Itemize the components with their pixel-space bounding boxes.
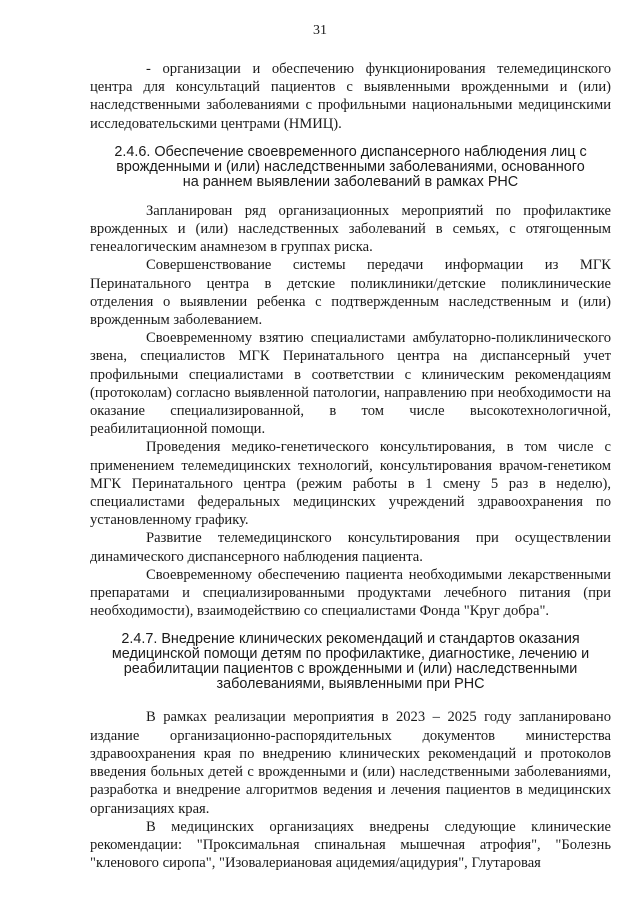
page-number: 31 — [313, 23, 327, 38]
paragraph: В медицинских организациях внедрены следующие клинические рекомендации: "Проксимальная спинальная мышечная атрофия", "Болезнь "кленового сиропа", "Изовалериановая ацидемия/ацидурия", Глутаровая — [90, 818, 611, 872]
paragraph: Запланирован ряд организационных мероприятий по профилактике врожденных и (или) наследственных заболеваний в семьях, с отягощенным генеалогическим анамнезом в группах риска. — [90, 202, 611, 256]
paragraph: Развитие телемедицинского консультирования при осуществлении динамического диспансерного наблюдения пациента. — [90, 530, 611, 565]
section-heading-2-4-6: 2.4.6. Обеспечение своевременного диспансерного наблюдения лиц с врожденными и (или) наследственными заболеваниями, основанного на раннем выявлении заболеваний в рамках РНС — [114, 143, 587, 190]
paragraph: В рамках реализации мероприятия в 2023 – 2025 году запланировано издание организационно-распорядительных документов министерства здравоохранения края по внедрению клинических рекомендаций и протоколов введения больных детей с врожденными и (или) наследственными заболеваниями, разработка и внедрение алгоритмов ведения и лечения пациентов в медицинских организациях края. — [90, 709, 611, 817]
document-body — [90, 60, 611, 872]
paragraph: Своевременному взятию специалистами амбулаторно-поликлинического звена, специалистов МГК Перинатального центра на диспансерный учет профильными специалистами в соответствии с клиническим рекомендациям (протоколам) согласно выявленной патологии, направлению при необходимости на оказание специализированной, в том числе высокотехнологичной, реабилитационной помощи. — [90, 330, 611, 438]
section-heading-2-4-7: 2.4.7. Внедрение клинических рекомендаций и стандартов оказания медицинской помощи детям по профилактике, диагностике, лечению и реабилитации пациентов с врожденными и (или) наследственными заболеваниями, выявленными при РНС — [111, 631, 590, 693]
paragraph: Совершенствование системы передачи информации из МГК Перинатального центра в детские поликлиники/детские поликлинические отделения о выявлении ребенка с подтвержденным наследственным и (или) врожденным заболеванием. — [90, 257, 611, 329]
paragraph: Проведения медико-генетического консультирования, в том числе с применением телемедицинских технологий, консультирования врачом-генетиком МГК Перинатального центра (режим работы в 1 смену 5 раз в неделю), специалистами федеральных медицинских учреждений здравоохранения по установленному графику. — [90, 439, 611, 529]
paragraph: Своевременному обеспечению пациента необходимыми лекарственными препаратами и специализированными продуктами лечебного питания (при необходимости), взаимодействию со специалистами Фонда "Круг добра". — [90, 566, 611, 620]
paragraph: - организации и обеспечению функционирования телемедицинского центра для консультаций пациентов с выявленными врожденными и (или) наследственными заболеваниями с профильными национальными медицинскими исследовательскими центрами (НМИЦ). — [90, 61, 611, 132]
